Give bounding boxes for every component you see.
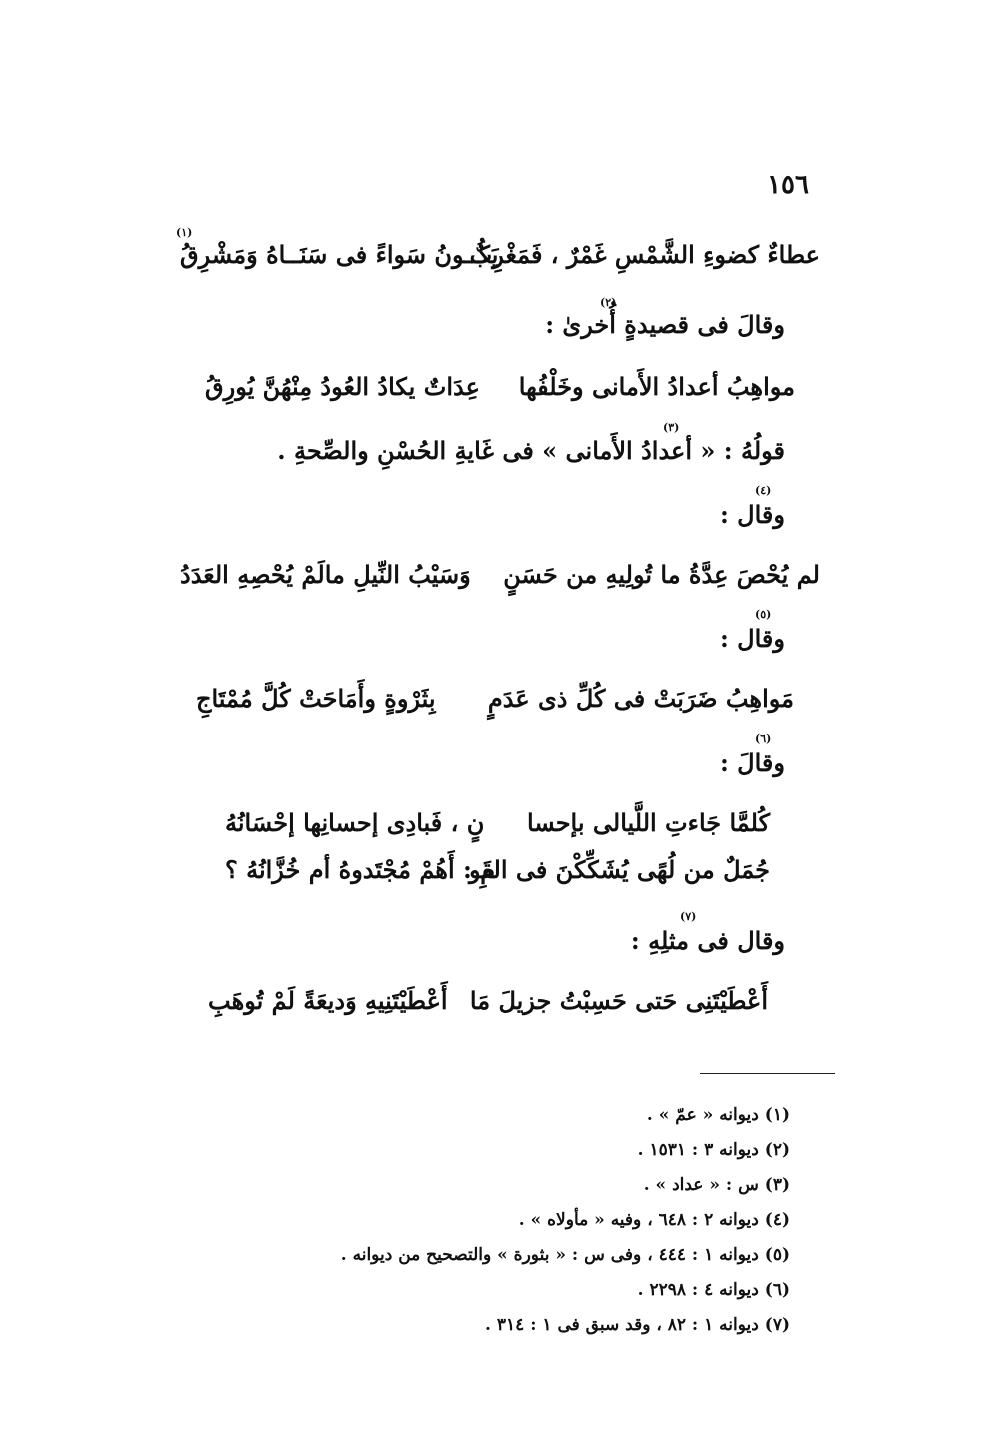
footnote-2: (٢) ديوانه ٣ : ١٥٣١ . bbox=[637, 1140, 790, 1160]
page-number: ١٥٦ bbox=[767, 170, 809, 200]
verse-4 bbox=[180, 560, 820, 610]
comment-3: قولُهُ : « أعدادُ الأَمانى » فى غَايةِ الحُسْنِ والصِّحةِ . bbox=[277, 436, 785, 465]
verse-6b-hemistich-2: مِ : أَهُمْ مُجْتَدوهُ أم خُزَّانُهُ ؟ bbox=[225, 855, 496, 884]
footnote-marker-1: (١) bbox=[176, 226, 193, 239]
verse-6b bbox=[225, 855, 770, 905]
footnote-1: (١) ديوانه « عمّ » . bbox=[646, 1105, 790, 1125]
verse-5-hemistich-2: بِثَرْوةٍ وأَمَاحَتْ كُلَّ مُمْتَاجِ bbox=[196, 684, 436, 713]
verse-5-hemistich-1: مَواهِبُ ضَرَبَتْ فى كُلِّ ذى عَدَمٍ bbox=[487, 684, 794, 713]
verse-1-hemistich-1: عطاءٌ كضوءِ الشَّمْسِ غَمْرٌ ، فَمَغْرِبٌ bbox=[469, 240, 820, 269]
footnote-7: (٧) ديوانه ١ : ٨٢ ، وقد سبق فى ١ : ٣١٤ . bbox=[485, 1315, 790, 1335]
verse-2-hemistich-2: عِدَاتٌ يكادُ العُودُ مِنْهُنَّ يُورِقُ bbox=[205, 372, 480, 401]
verse-5 bbox=[196, 684, 794, 734]
footnote-4: (٤) ديوانه ٢ : ٦٤٨ ، وفيه « مأولاه » . bbox=[518, 1210, 790, 1230]
verse-6a bbox=[225, 808, 770, 858]
footnote-divider bbox=[700, 1073, 835, 1074]
footnote-marker-3: (٣) bbox=[663, 421, 680, 434]
verse-7-hemistich-2: أَعْطَيْتَنِيهِ وَديعَةً لَمْ تُوهَبِ bbox=[208, 986, 448, 1015]
intro-7: وقال فى مثلِهِ : bbox=[630, 926, 785, 955]
footnote-marker-4: (٤) bbox=[755, 484, 772, 497]
verse-7 bbox=[208, 986, 768, 1036]
footnote-5: (٥) ديوانه ١ : ٤٤٤ ، وفى س : « بثورة » والتصحيح من ديوانه . bbox=[340, 1245, 790, 1265]
intro-6: وقالَ : bbox=[719, 748, 785, 777]
footnote-6: (٦) ديوانه ٤ : ٢٢٩٨ . bbox=[637, 1280, 790, 1300]
verse-6a-hemistich-2: نٍ ، فَبادِى إحسانِها إحْسَانُهُ bbox=[225, 808, 485, 837]
footnote-marker-2: (٢) bbox=[600, 296, 617, 309]
intro-4: وقال : bbox=[719, 500, 785, 529]
verse-2-hemistich-1: مواهِبُ أعدادُ الأَمانى وخَلْفُها bbox=[518, 372, 795, 401]
verse-1-hemistich-2: يَكُــونُ سَواءً فى سَنَــاهُ وَمَشْرِقُ bbox=[180, 240, 499, 269]
footnote-marker-5: (٥) bbox=[755, 608, 772, 621]
footnote-3: (٣) س : « عداد » . bbox=[643, 1175, 790, 1195]
verse-1 bbox=[180, 240, 820, 290]
intro-2: وقالَ فى قصيدةٍ أُخرىٰ : bbox=[545, 310, 785, 339]
verse-2 bbox=[205, 372, 795, 422]
verse-6a-hemistich-1: كُلمَّا جَاءتِ اللَّيالى بإحسا bbox=[527, 808, 770, 837]
verse-6b-hemistich-1: جُمَلٌ من لُهًى يُشَكِّكْنَ فى القَو bbox=[468, 855, 770, 884]
intro-5: وقال : bbox=[719, 624, 785, 653]
verse-4-hemistich-2: وَسَيْبُ النِّيلِ مالَمْ يُحْصِهِ العَدَدُ bbox=[180, 560, 471, 589]
footnote-marker-6: (٦) bbox=[755, 732, 772, 745]
verse-4-hemistich-1: لم يُحْصَ عِدَّةُ ما تُولِيهِ من حَسَنٍ bbox=[503, 560, 820, 589]
footnote-marker-7: (٧) bbox=[680, 910, 697, 923]
verse-7-hemistich-1: أَعْطَيْتَنِى حَتى حَسِبْتُ جزيلَ مَا bbox=[469, 986, 768, 1015]
